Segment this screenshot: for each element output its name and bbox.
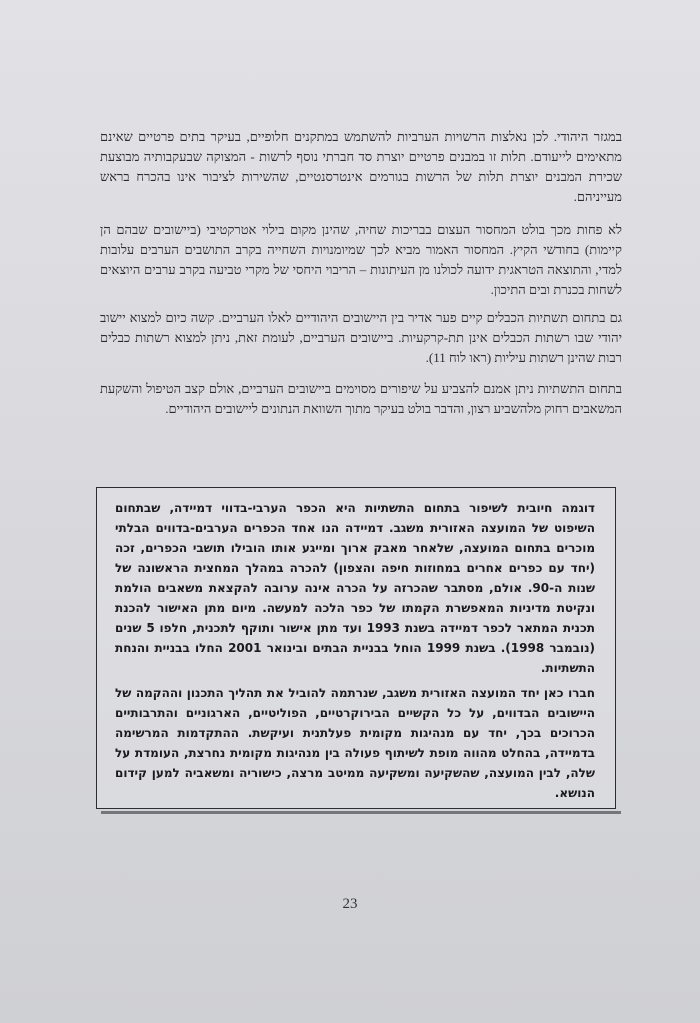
body-paragraph: במגזר היהודי. לכן נאלצות הרשויות הערביות להשתמש במתקנים חלופיים, בעיקר בתים פרטיים שאינם מתאימים לייעודם. תלות זו במבנים פרטיים יוצרת סד חברתי נוסף לרשות - המצוקה שבעקבותיה מבוצעת שכירת המבנים יוצרת תלות של הרשות בגורמים אינטרסנטיים, שהשירות לציבור אינו בהכרח בראש מעייניהם. (100, 129, 622, 204)
body-paragraph: לא פחות מכך בולט המחסור העצום בבריכות שחיה, שהינן מקום בילוי אטרקטיבי (ביישובים שבהם הן קיימות) בחודשי הקיץ. המחסור האמור מביא לכך שמיומנויות השחייה בקרב התושבים הערבים עלובות למדי, והתוצאה הטראגית ידועה לכולנו מן העיתונות – הריבוי היחסי של מקרי טביעה בקרב ערבים היוצאים לשחות בכנרת ובים התיכון. (100, 222, 622, 297)
highlighted-example-box (96, 487, 616, 809)
page-number: 23 (342, 896, 358, 912)
body-paragraph: גם בתחום תשתיות הכבלים קיים פער אדיר בין היישובים היהודיים לאלו הערביים. קשה כיום למצוא יישוב יהודי שבו רשתות הכבלים אינן תת-קרקעיות. ביישובים הערביים, לעומת זאת, ניתן למצוא רשתות כבלים רבות שהינן רשתות עיליות (ראו לוח 11). (100, 310, 622, 365)
body-paragraph: בתחום התשתיות ניתן אמנם להצביע על שיפורים מסוימים ביישובים הערביים, אולם קצב הטיפול והשקעת המשאבים רחוק מלהשביע רצון, והדבר בולט בעיקר מתוך השוואת הנתונים ליישובים היהודיים. (100, 381, 622, 416)
box-paragraph: דוגמה חיובית לשיפור בתחום התשתיות היא הכפר הערבי-בדווי דמיידה, שבתחום השיפוט של המועצה האזורית משגב. דמיידה הנו אחד הכפרים הערבים-בדווים הבלתי מוכרים בתחום המועצה, שלאחר מאבק ארוך ומייגע אותו הובילו תושבי הכפרים, זכה (יחד עם כפרים אחרים במחוזות חיפה והצפון) להכרה במהלך המחצית הראשונה של שנות ה-90. אולם, מסתבר שהכרזה על הכרה אינה ערובה להקצאת משאבים הולמת ונקיטת מדיניות המאפשרת הקמתו של כפר הלכה למעשה. מיום מתן האישור להכנת תכנית המתאר לכפר דמיידה בשנת 1993 ועד מתן אישור ותוקף לתכנית, חלפו 5 שנים (נובמבר 1998). בשנת 1999 הוחל בבניית הבתים ובינואר 2001 החלו בבניית והנחת התשתיות. (115, 501, 595, 675)
box-paragraph: חברו כאן יחד המועצה האזורית משגב, שנרתמה להוביל את תהליך התכנון וההקמה של היישובים הבדווים, על כל הקשיים הבירוקרטיים, הפוליטיים, הארגוניים והתרבותיים הכרוכים בכך, יחד עם מנהיגות מקומית פעלתנית ועיקשת. ההתקדמות המרשימה בדמיידה, בהחלט מהווה מופת לשיתוף פעולה בין מנהיגות מקומית נחרצת, העומדת על שלה, לבין המועצה, שהשקיעה ומשקיעה ממיטב מרצה, כישוריה ומשאביה למען קידום הנושא. (115, 686, 595, 800)
